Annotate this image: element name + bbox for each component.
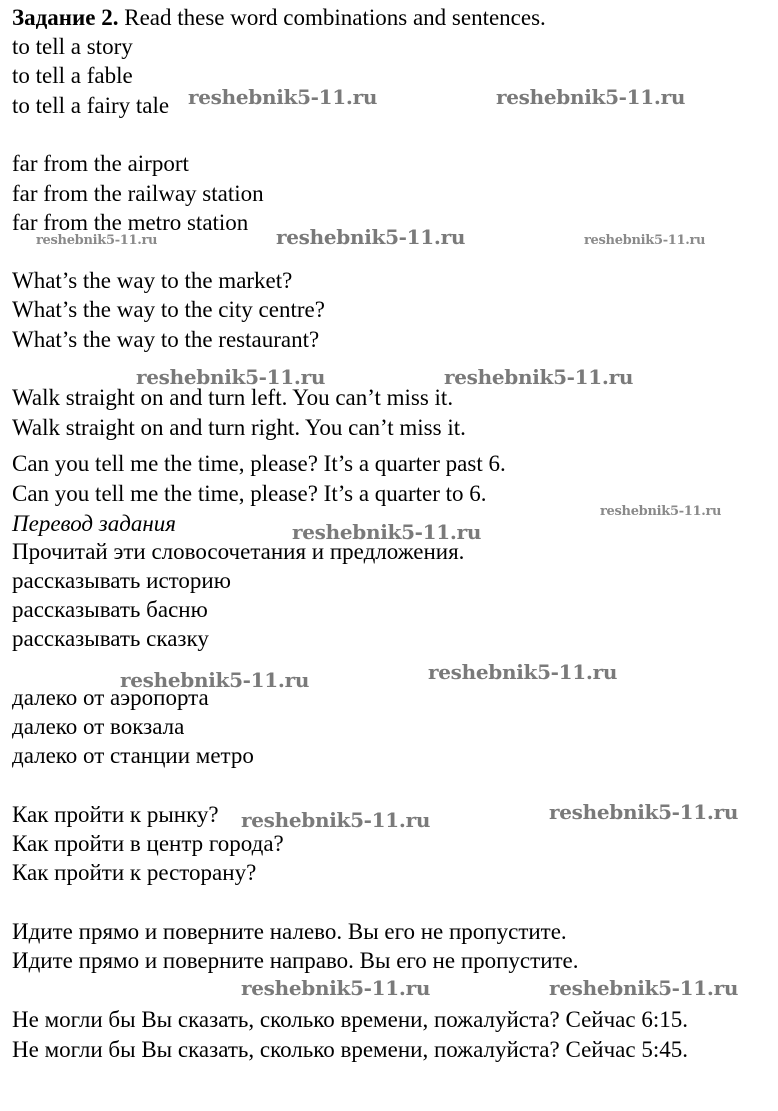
watermark: reshebnik5-11.ru [584, 233, 706, 248]
watermark: reshebnik5-11.ru [428, 660, 618, 684]
sentence-line: What’s the way to the market? [12, 268, 293, 293]
watermark: reshebnik5-11.ru [496, 85, 686, 109]
task-number: Задание 2. [12, 5, 119, 30]
watermark: reshebnik5-11.ru [241, 976, 431, 1000]
phrase-line: to tell a fable [12, 63, 133, 88]
watermark: reshebnik5-11.ru [600, 504, 722, 519]
top-strip [0, 0, 778, 3]
task-instruction: Read these word combinations and sentences. [118, 5, 546, 30]
watermark: reshebnik5-11.ru [276, 225, 466, 249]
watermark: reshebnik5-11.ru [136, 365, 326, 389]
watermark: reshebnik5-11.ru [188, 85, 378, 109]
sentence-line: Can you tell me the time, please? It’s a quarter past 6. [12, 451, 506, 476]
watermark: reshebnik5-11.ru [549, 976, 739, 1000]
watermark: reshebnik5-11.ru [292, 520, 482, 544]
phrase-line: far from the airport [12, 151, 189, 176]
translation-line: далеко от вокзала [12, 714, 185, 739]
phrase-line: far from the railway station [12, 181, 264, 206]
translation-line: Не могли бы Вы сказать, сколько времени, пожалуйста? Сейчас 6:15. [12, 1007, 688, 1032]
translation-instruction: Прочитай эти словосочетания и предложения. [12, 539, 465, 564]
translation-line: Идите прямо и поверните направо. Вы его не пропустите. [12, 948, 579, 973]
watermark: reshebnik5-11.ru [549, 800, 739, 824]
phrase-line: to tell a fairy tale [12, 93, 170, 118]
sentence-line: What’s the way to the city centre? [12, 297, 325, 322]
translation-line: Не могли бы Вы сказать, сколько времени, пожалуйста? Сейчас 5:45. [12, 1037, 688, 1062]
translation-line: далеко от аэропорта [12, 685, 209, 710]
sentence-line: Walk straight on and turn right. You can’t miss it. [12, 415, 466, 440]
translation-line: Идите прямо и поверните налево. Вы его не пропустите. [12, 919, 567, 944]
sentence-line: Can you tell me the time, please? It’s a quarter to 6. [12, 481, 487, 506]
translation-line: Как пройти к ресторану? [12, 860, 257, 885]
watermark: reshebnik5-11.ru [36, 233, 158, 248]
translation-line: Как пройти к рынку? [12, 802, 219, 827]
translation-heading: Перевод задания [12, 511, 176, 536]
sentence-line: Walk straight on and turn left. You can’t miss it. [12, 385, 454, 410]
phrase-line: to tell a story [12, 34, 133, 59]
task-heading [12, 4, 546, 32]
sentence-line: What’s the way to the restaurant? [12, 327, 320, 352]
watermark: reshebnik5-11.ru [241, 808, 431, 832]
watermark: reshebnik5-11.ru [444, 365, 634, 389]
translation-line: далеко от станции метро [12, 743, 254, 768]
phrase-line: far from the metro station [12, 210, 249, 235]
translation-line: рассказывать сказку [12, 626, 209, 651]
translation-line: Как пройти в центр города? [12, 831, 284, 856]
translation-line: рассказывать историю [12, 568, 231, 593]
watermark: reshebnik5-11.ru [120, 668, 310, 692]
translation-line: рассказывать басню [12, 597, 208, 622]
